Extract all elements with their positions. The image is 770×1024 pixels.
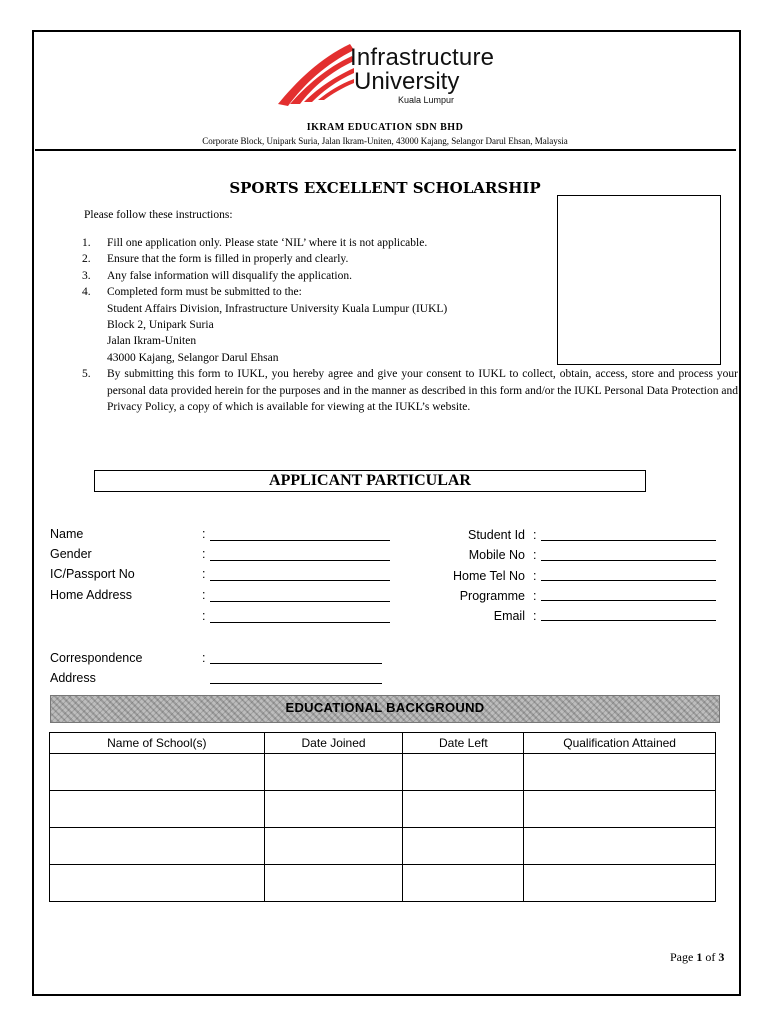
table-cell[interactable] (524, 754, 716, 791)
table-row (50, 754, 716, 791)
programme-field[interactable] (541, 600, 716, 601)
table-cell[interactable] (264, 828, 403, 865)
table-row (50, 828, 716, 865)
table-cell[interactable] (264, 754, 403, 791)
table-cell[interactable] (264, 865, 403, 902)
logo-text-line2: University (354, 68, 460, 95)
logo-text-line1: Infrastructure (350, 44, 495, 71)
table-header-row (50, 733, 716, 754)
colon: : (533, 609, 537, 623)
ic-passport-label: IC/Passport No (50, 567, 135, 581)
colon: : (202, 588, 206, 602)
colon: : (202, 547, 206, 561)
student-id-label: Student Id (468, 528, 525, 542)
table-cell[interactable] (524, 828, 716, 865)
colon: : (533, 528, 537, 542)
mobile-no-field[interactable] (541, 560, 716, 561)
page-number: Page 1 of 3 (670, 950, 725, 964)
home-tel-label: Home Tel No (452, 569, 525, 583)
list-item: 3. Any false information will disqualify the application. (82, 269, 352, 282)
table-cell[interactable] (50, 865, 265, 902)
gender-field[interactable] (210, 560, 390, 561)
correspondence-field[interactable] (210, 663, 382, 664)
education-section-title: EDUCATIONAL BACKGROUND (285, 700, 485, 715)
name-label: Name (50, 527, 84, 541)
table-cell[interactable] (403, 791, 524, 828)
table-row (50, 865, 716, 902)
correspondence-label: Correspondence (50, 651, 143, 665)
colon: : (202, 609, 206, 623)
education-table (49, 732, 716, 902)
colon: : (202, 651, 206, 665)
gender-label: Gender (50, 547, 92, 561)
email-label: Email (493, 609, 525, 623)
company-name: IKRAM EDUCATION SDN BHD (306, 122, 464, 133)
table-row (50, 791, 716, 828)
table-cell[interactable] (50, 754, 265, 791)
header-divider (35, 149, 736, 151)
column-header: Date Left (403, 733, 524, 754)
home-address-field[interactable] (210, 601, 390, 602)
column-header: Qualification Attained (524, 733, 716, 754)
instructions-list (82, 235, 738, 415)
table-cell[interactable] (403, 828, 524, 865)
colon: : (533, 569, 537, 583)
table-cell[interactable] (264, 791, 403, 828)
list-item: 5. By submitting this form to IUKL, you hereby agree and give your consent to IUKL to collect, obtain, access, store and process your personal data provided herein for the purposes and in the manner as described in this form and/or the IUKL Personal Data Protection and Privacy Policy, a copy of which is available for viewing at the IUKL’s website. (82, 368, 738, 414)
name-field[interactable] (210, 540, 390, 541)
programme-label: Programme (459, 589, 525, 603)
correspondence-field-2[interactable] (210, 683, 382, 684)
page-title: SPORTS EXCELLENT SCHOLARSHIP (229, 179, 541, 197)
university-logo (278, 42, 508, 108)
logo-text-line3: Kuala Lumpur (398, 95, 455, 105)
column-header: Date Joined (264, 733, 403, 754)
table-cell[interactable] (50, 828, 265, 865)
table-cell[interactable] (403, 754, 524, 791)
list-item: 4. Completed form must be submitted to the: Student Affairs Division, Infrastructure University Kuala Lumpur (IUKL) Block 2, Unipark Suria Jalan Ikram-Uniten 43000 Kajang, Selangor Darul Ehsan (82, 286, 448, 364)
home-address-label: Home Address (50, 588, 132, 602)
table-cell[interactable] (524, 791, 716, 828)
applicant-section-title: APPLICANT PARTICULAR (94, 470, 646, 492)
colon: : (202, 567, 206, 581)
list-item: 2. Ensure that the form is filled in properly and clearly. (82, 253, 349, 266)
ic-passport-field[interactable] (210, 580, 390, 581)
email-field[interactable] (541, 620, 716, 621)
table-cell[interactable] (524, 865, 716, 902)
instructions-intro: Please follow these instructions: (84, 209, 233, 221)
home-tel-field[interactable] (541, 580, 716, 581)
colon: : (533, 548, 537, 562)
table-cell[interactable] (403, 865, 524, 902)
column-header: Name of School(s) (50, 733, 265, 754)
mobile-no-label: Mobile No (468, 548, 525, 562)
company-address: Corporate Block, Unipark Suria, Jalan Ikram-Uniten, 43000 Kajang, Selangor Darul Ehsan, Malaysia (202, 136, 568, 146)
table-cell[interactable] (50, 791, 265, 828)
colon: : (202, 527, 206, 541)
home-address-field-2[interactable] (210, 622, 390, 623)
swoosh-logo-icon (278, 42, 358, 108)
colon: : (533, 589, 537, 603)
address-label: Address (50, 671, 96, 685)
list-item: 1. Fill one application only. Please state ‘NIL’ where it is not applicable. (82, 237, 428, 249)
student-id-field[interactable] (541, 540, 716, 541)
